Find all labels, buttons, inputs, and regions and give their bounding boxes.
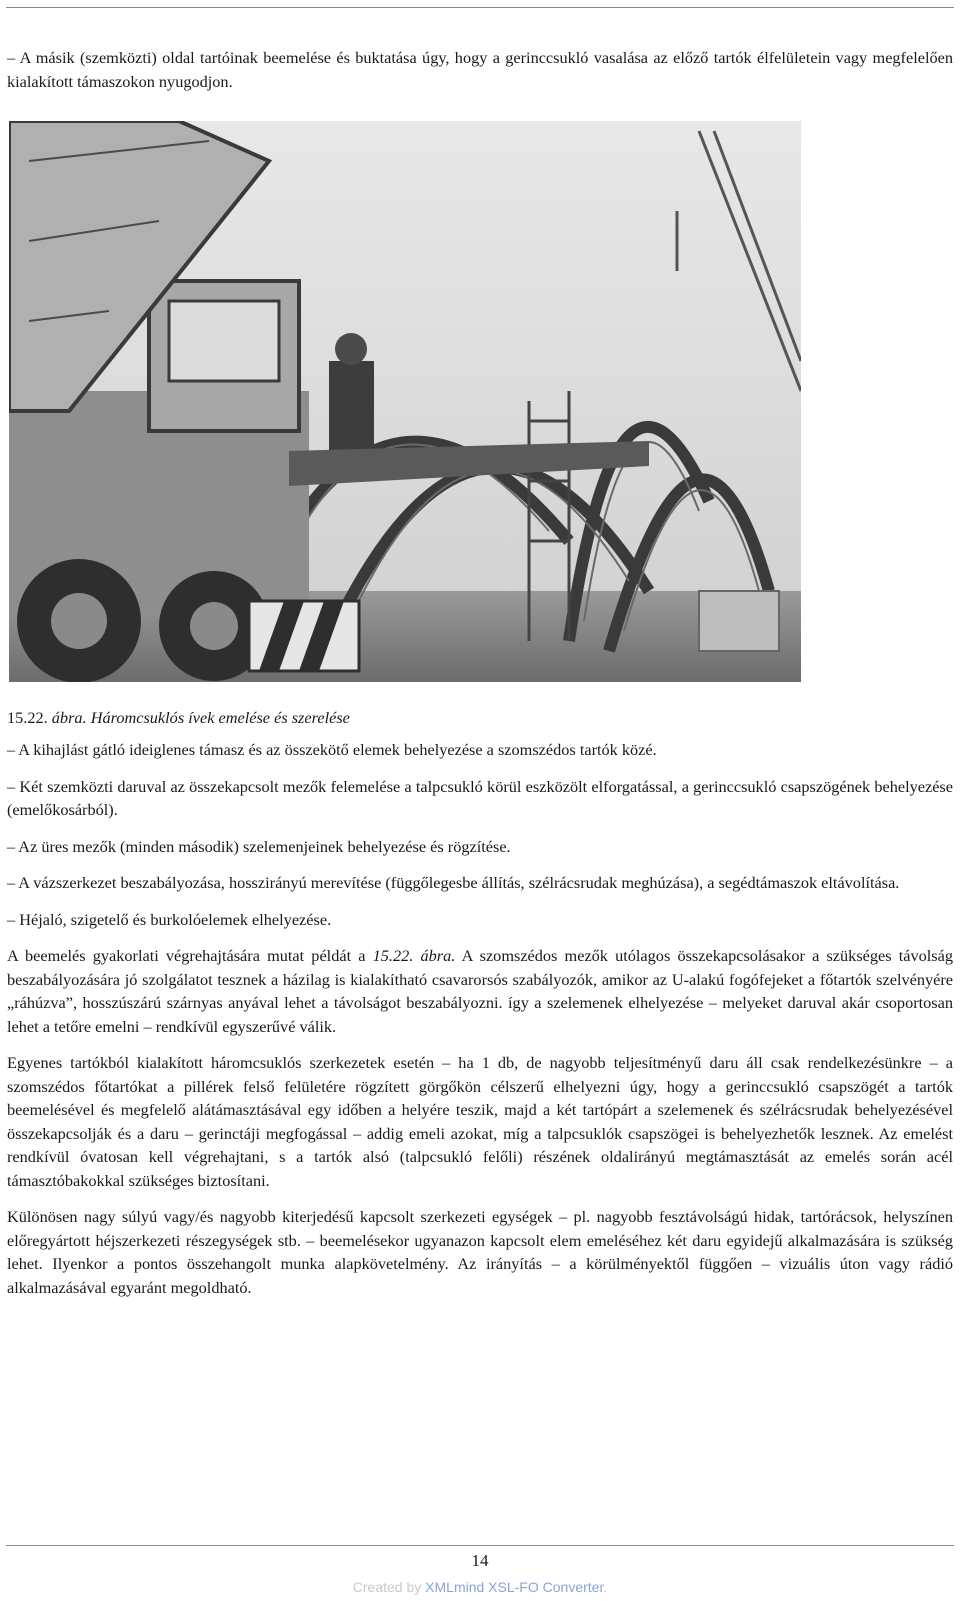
paragraph	[7, 944, 953, 1038]
footer-rule	[6, 1545, 954, 1546]
list-item: – Két szemközti daruval az összekapcsolt mezők felemelése a talpcsukló körül eszközölt elforgatással, a gerinccsukló csapszögének behelyezése (emelőkosárból).	[7, 776, 953, 819]
list-item: – A vázszerkezet beszabályozása, hosszirányú merevítése (függőlegesbe állítás, szélrácsrudak meghúzása), a segédtámaszok eltávolítása.	[7, 873, 900, 892]
footer-suffix: .	[603, 1579, 608, 1595]
crane-photo-illustration	[9, 121, 801, 682]
list-item: – Az üres mezők (minden második) szelemenjeinek behelyezése és rögzítése.	[7, 836, 511, 856]
figure-photo	[9, 121, 801, 682]
footer-prefix: Created by	[352, 1579, 426, 1595]
paragraph-text: A szomszédos mezők utólagos összekapcsolásakor a szükséges távolság beszabályozására jó szolgálatot tesznek a házilag is kialakítható csavarorsós szabályozók, amikor az U-alakú fogófejeket a főtartók szelvényére „ráhúzva”, hosszúszárú szárnyas anyával lehet a távolságot beszabályozni. így a szelemenek elhelyezése – melyeket daruval akár csoportosan lehet a tetőre emelni – rendkívül egyszerűvé válik.	[7, 946, 953, 1036]
intro-list-item: – A másik (szemközti) oldal tartóinak beemelése és buktatása úgy, hogy a gerinccsukló vasalása az előző tartók élfelületein vagy megfelelően kialakított támaszokon nyugodjon.	[7, 48, 953, 91]
figure-title: Háromcsuklós ívek emelése és szerelése	[86, 708, 350, 727]
intro-text	[7, 46, 953, 93]
page-number: 14	[471, 1551, 489, 1570]
figure-reference-link[interactable]: 15.22. ábra.	[372, 946, 456, 965]
list-item: – A kihajlást gátló ideiglenes támasz és az összekötő elemek behelyezése a szomszédos tartók közé.	[7, 740, 657, 759]
figure-label: ábra.	[51, 708, 87, 727]
figure-number: 15.22.	[7, 708, 52, 727]
header-rule	[6, 7, 954, 8]
figure-caption	[7, 708, 350, 728]
list-item: – Héjaló, szigetelő és burkolóelemek elhelyezése.	[7, 909, 332, 929]
footer-brand-link[interactable]: XMLmind XSL-FO Converter	[425, 1579, 604, 1595]
paragraph: Egyenes tartókból kialakított háromcsuklós szerkezetek esetén – ha 1 db, de nagyobb teljesítményű daru áll csak rendelkezésünkre – a szomszédos főtartókat a pillérek felső felületére rögzített görgőkön célszerű elhelyezni úgy, hogy a gerinccsukló csapszögét a tartók beemelésével és megfelelő alátámasztásával egy időben a helyére teszik, majd a két tartópárt a szelemenek és szélrácsrudak behelyezésével összekapcsolják és a daru – gerinctáji megfogással – addig emeli azokat, míg a talpcsuklók csapszögei is behelyezhetők lesznek. Az emelést rendkívül óvatosan kell végrehajtani, s a tartók alsó (talpcsukló felőli) részének oldalirányú megtámasztását az emelés során acél támasztóbakokkal szükséges biztosítani.	[7, 1053, 953, 1190]
body-text	[7, 738, 953, 1299]
paragraph: Különösen nagy súlyú vagy/és nagyobb kiterjedésű kapcsolt szerkezeti egységek – pl. nagyobb fesztávolságú hidak, tartórácsok, helyszínen előregyártott héjszerkezeti részegységek stb. – beemelésekor ugyanazon kapcsolt elem emeléséhez két daru egyidejű alkalmazására is szükség lehet. Ilyenkor a pontos összehangolt munka alapkövetelmény. Az irányítás – a körülményektől függően – vizuális úton vagy rádió alkalmazásával egyaránt megoldható.	[7, 1207, 953, 1297]
paragraph-text: A beemelés gyakorlati végrehajtására mutat példát a	[7, 946, 373, 965]
footer-credit	[0, 1579, 960, 1595]
